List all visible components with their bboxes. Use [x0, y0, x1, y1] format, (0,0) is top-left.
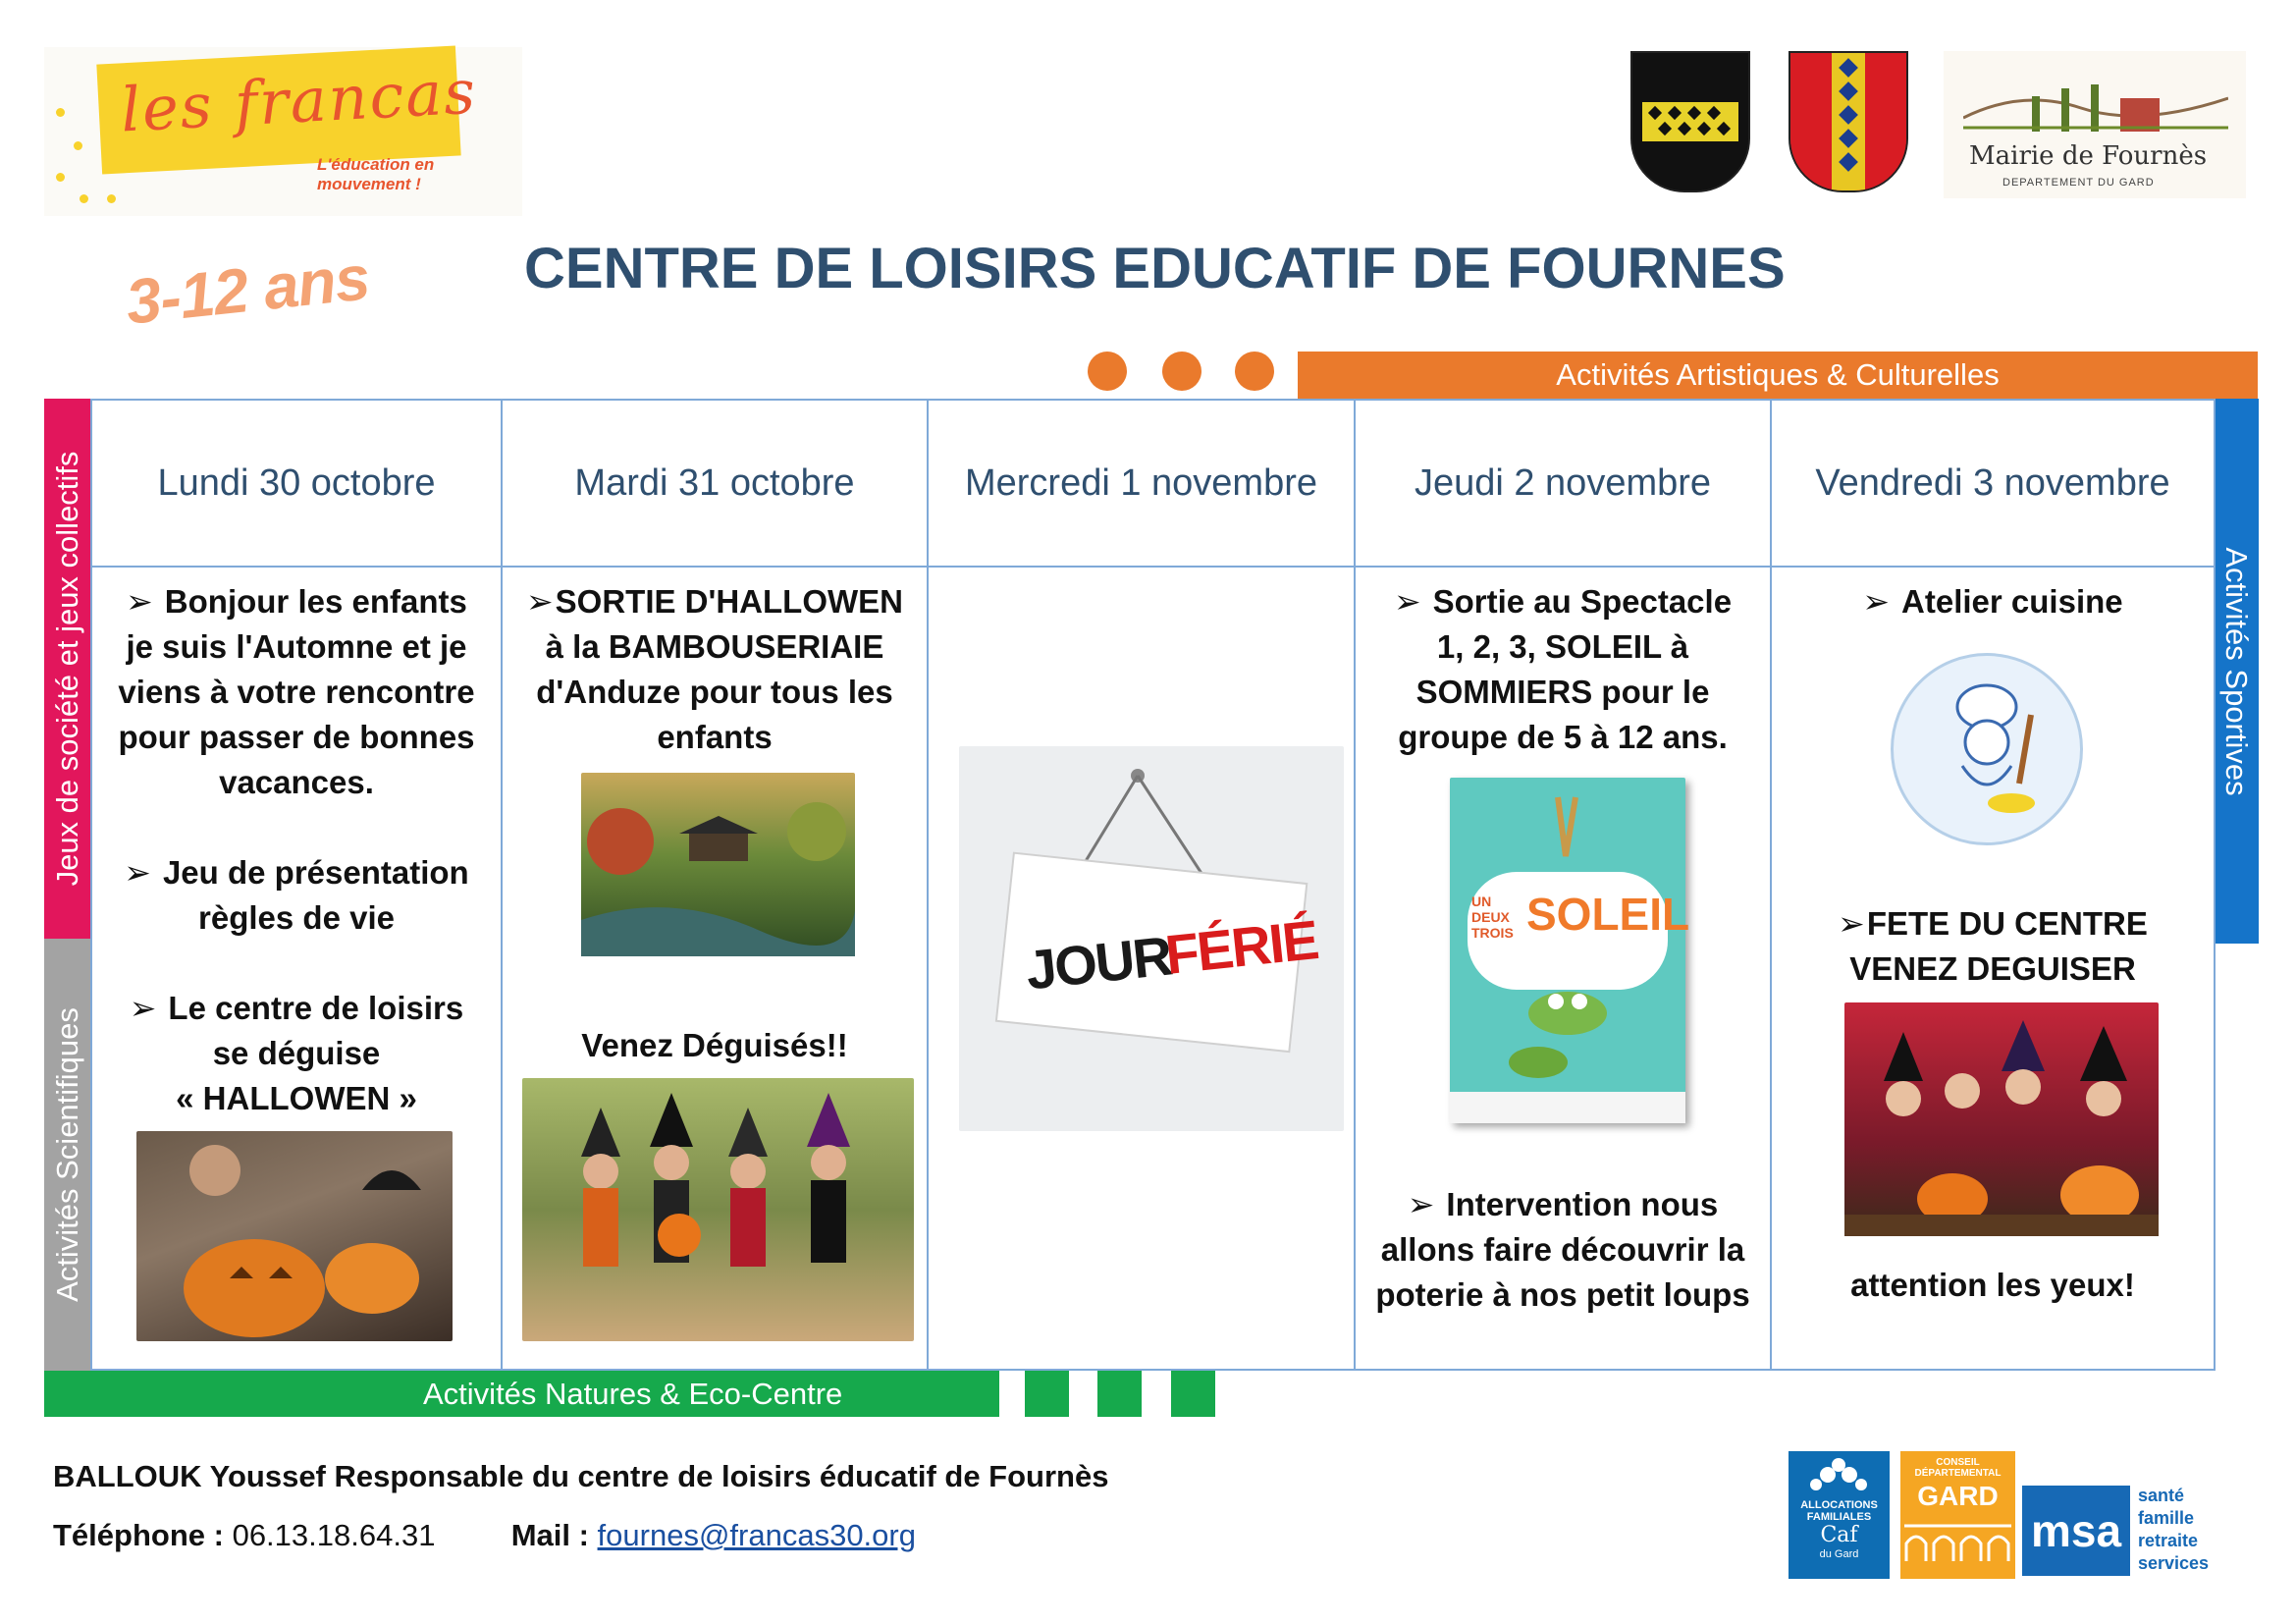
green-square: [1097, 1371, 1142, 1417]
gard-logo: CONSEIL DÉPARTEMENTAL GARD: [1900, 1451, 2015, 1579]
activity-line: ➢ Intervention nous: [1407, 1186, 1719, 1222]
band-scientific-label: Activités Scientifiques: [49, 1007, 84, 1302]
activity-line: ➢ Sortie au Spectacle: [1393, 583, 1733, 620]
jour-ferie-image: [959, 746, 1344, 1131]
green-square: [1171, 1371, 1215, 1417]
day-header: Mercredi 1 novembre: [928, 400, 1355, 567]
arrow-icon: ➢: [1862, 583, 1891, 620]
activity-line: enfants: [657, 719, 773, 755]
francas-logo-text: les francas: [119, 55, 479, 146]
band-artistic: Activités Artistiques & Culturelles: [1298, 352, 2258, 399]
activity-line: ➢FETE DU CENTRE: [1838, 905, 2148, 942]
band-sports: [2214, 399, 2259, 944]
orange-dot: [1235, 352, 1274, 391]
age-range: 3-12 ans: [122, 242, 373, 338]
soleil-poster: [1450, 778, 1690, 1123]
msa-logo: msa: [2022, 1486, 2130, 1576]
activity-line: ➢ Le centre de loisirs: [129, 990, 464, 1026]
bambouseraie-garden-photo: [581, 773, 855, 956]
arrow-icon: ➢: [1407, 1186, 1435, 1222]
poster-title: SOLEIL: [1526, 889, 1690, 940]
coat-of-arms-black: [1630, 51, 1750, 192]
cuisine-chef-logo: [1891, 653, 2083, 845]
activity-line: à la BAMBOUSERIAIE: [545, 628, 884, 665]
day-header: Vendredi 3 novembre: [1771, 400, 2215, 567]
arrow-icon: ➢: [1838, 905, 1865, 942]
day-header: Lundi 30 octobre: [91, 400, 502, 567]
sign-jour: JOUR: [1023, 924, 1174, 1001]
caf-logo: ALLOCATIONS FAMILIALES Caf du Gard: [1789, 1451, 1890, 1579]
sign-ferie: FÉRIÉ: [1162, 908, 1320, 986]
band-social-games: [44, 399, 90, 939]
activity-line: vacances.: [219, 764, 374, 800]
arrow-icon: ➢: [126, 583, 153, 620]
responsible-line: BALLOUK Youssef Responsable du centre de loisirs éducatif de Fournès: [53, 1459, 1109, 1493]
activity-line: groupe de 5 à 12 ans.: [1398, 719, 1728, 755]
arrow-icon: ➢: [526, 583, 554, 620]
page-title: CENTRE DE LOISIRS EDUCATIF DE FOURNES: [524, 237, 1786, 300]
band-nature-label: Activités Natures & Eco-Centre: [423, 1377, 843, 1411]
activity-line: SOMMIERS pour le: [1415, 674, 1710, 710]
green-square: [1025, 1371, 1069, 1417]
mail-link[interactable]: fournes@francas30.org: [597, 1518, 916, 1552]
phone-number: 06.13.18.64.31: [232, 1518, 436, 1552]
mairie-logo: [1944, 51, 2246, 198]
activity-line: ➢SORTIE D'HALLOWEN: [526, 583, 903, 620]
contact-line: [53, 1518, 916, 1553]
activity-line: poterie à nos petit loups: [1375, 1276, 1750, 1313]
activity-line: d'Anduze pour tous les: [536, 674, 893, 710]
mairie-label: Mairie de Fournès: [1969, 141, 2208, 171]
halloween-kids-photo: [522, 1078, 914, 1341]
halloween-party-photo: [1844, 1002, 2159, 1236]
activity-line: se déguise: [212, 1035, 381, 1071]
band-social-games-label: Jeux de société et jeux collectifs: [49, 451, 84, 887]
band-sports-label: Activités Sportives: [2219, 546, 2254, 796]
band-nature: [44, 1371, 999, 1417]
day-header: Mardi 31 octobre: [502, 400, 928, 567]
activity-line: ➢ Jeu de présentation: [124, 854, 469, 891]
mairie-subtitle: DEPARTEMENT DU GARD: [2002, 177, 2155, 189]
arrow-icon: ➢: [129, 990, 157, 1026]
activity-line: je suis l'Automne et je: [126, 628, 467, 665]
band-scientific: [44, 939, 90, 1371]
pumpkin-carving-photo: [136, 1131, 453, 1341]
activity-line: Venez Déguisés!!: [581, 1027, 848, 1063]
activity-line: règles de vie: [198, 899, 395, 936]
activity-line: « HALLOWEN »: [176, 1080, 417, 1116]
msa-words: santé famille retraite services: [2138, 1486, 2210, 1573]
francas-logo: [44, 47, 522, 216]
mail-label: Mail :: [510, 1518, 589, 1552]
orange-dot: [1088, 352, 1127, 391]
orange-dot: [1162, 352, 1201, 391]
activity-line: allons faire découvrir la: [1380, 1231, 1745, 1268]
activity-line: viens à votre rencontre: [118, 674, 475, 710]
activity-line: attention les yeux!: [1850, 1267, 2135, 1303]
day-header: Jeudi 2 novembre: [1355, 400, 1771, 567]
activity-line: ➢ Bonjour les enfants: [126, 583, 467, 620]
arrow-icon: ➢: [1393, 583, 1421, 620]
activity-line: VENEZ DEGUISER: [1849, 950, 2136, 987]
francas-tagline: L'éducation en mouvement !: [317, 155, 435, 193]
poster-small-text: UN DEUX TROIS: [1471, 893, 1514, 941]
phone-label: Téléphone :: [53, 1518, 224, 1552]
coat-of-arms-red: [1789, 51, 1908, 192]
activity-line: ➢ Atelier cuisine: [1862, 583, 2123, 620]
arrow-icon: ➢: [124, 854, 151, 891]
activity-line: pour passer de bonnes: [118, 719, 475, 755]
activity-line: 1, 2, 3, SOLEIL à: [1436, 628, 1689, 665]
